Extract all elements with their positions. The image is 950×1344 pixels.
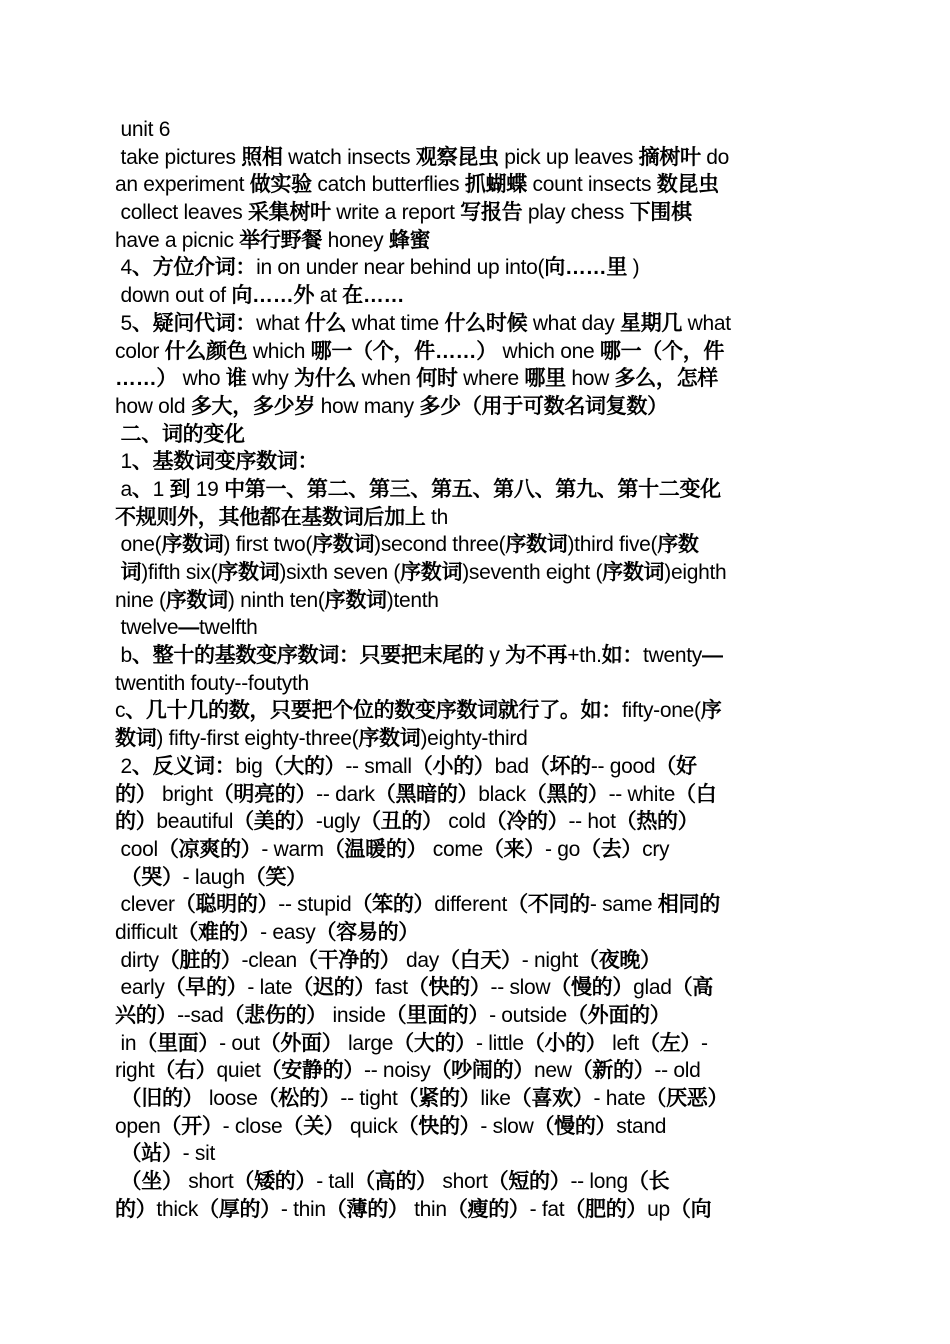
text-line: 的） bright（明亮的）-- dark（黑暗的）black（黑的）-- white（白	[115, 782, 717, 806]
text-line: 兴的）--sad（悲伤的） inside（里面的）- outside（外面的）	[115, 1004, 671, 1027]
text-line: 2、反义词：big（大的）-- small（小的）bad（坏的-- good（好	[115, 754, 697, 778]
text-line: unit 6	[115, 118, 171, 141]
text-line: have a picnic 举行野餐 honey 蜂蜜	[115, 228, 431, 252]
text-line: collect leaves 采集树叶 write a report 写报告 play chess 下围棋	[115, 201, 692, 225]
text-line: difficult（难的）- easy（容易的）	[115, 920, 419, 944]
text-line: right（右）quiet（安静的）-- noisy（吵闹的）new（新的）-- old	[115, 1059, 701, 1083]
text-line: an experiment 做实验 catch butterflies 抓蝴蝶 count insects 数昆虫	[115, 173, 719, 197]
text-line: in（里面）- out（外面） large（大的）- little（小的） left（左）-	[115, 1031, 708, 1055]
text-line: nine (序数词) ninth ten(序数词)tenth	[115, 588, 439, 612]
text-line: 4、方位介词：in on under near behind up into(向……里 )	[115, 256, 640, 280]
text-line: color 什么颜色 which 哪一（个，件……） which one 哪一（个，件	[115, 339, 725, 363]
text-line: 数词) fifty-first eighty-three(序数词)eighty-third	[115, 727, 528, 751]
text-line: 的）thick（厚的）- thin（薄的） thin（瘦的）- fat（肥的）up（向	[115, 1197, 712, 1221]
text-line: twentith fouty--foutyth	[115, 671, 309, 695]
text-line: （站）- sit	[120, 1142, 215, 1166]
text-line: cool（凉爽的）- warm（温暖的） come（来）- go（去）cry	[115, 837, 670, 861]
text-line: a、1 到 19 中第一、第二、第三、第五、第八、第九、第十二变化	[115, 477, 721, 501]
text-line: 5、疑问代词：what 什么 what time 什么时候 what day 星期几 what	[115, 311, 731, 335]
text-line: early（早的）- late（迟的）fast（快的）-- slow（慢的）glad（高	[115, 976, 714, 1000]
text-line: 不规则外，其他都在基数词后加上 th	[115, 505, 448, 529]
text-line: twelve—twelfth	[115, 616, 258, 640]
text-line: b、整十的基数变序数词：只要把末尾的 y 为不再+th.如：twenty—	[115, 644, 723, 668]
document-body	[115, 116, 835, 1224]
text-line: 的）beautiful（美的）-ugly（丑的） cold（冷的）-- hot（热的）	[115, 810, 699, 834]
text-line: （哭）- laugh（笑）	[120, 865, 307, 889]
text-line: （坐） short（矮的）- tall（高的） short（短的）-- long（长	[120, 1170, 670, 1194]
text-line: 词)fifth six(序数词)sixth seven (序数词)seventh eight (序数词)eighth	[120, 561, 727, 584]
text-line: take pictures 照相 watch insects 观察昆虫 pick up leaves 摘树叶 do	[115, 145, 730, 169]
text-line: c、几十几的数，只要把个位的数变序数词就行了。如：fifty-one(序	[115, 699, 722, 723]
text-line: clever（聪明的）-- stupid（笨的）different（不同的- same 相同的	[115, 893, 720, 917]
text-line: （旧的） loose（松的）-- tight（紧的）like（喜欢）- hate（厌恶）	[120, 1087, 729, 1111]
text-line: open（开）- close（关） quick（快的）- slow（慢的）stand	[115, 1114, 667, 1138]
text-line: down out of 向……外 at 在……	[115, 284, 405, 308]
text-line: 二、词的变化	[120, 422, 245, 446]
text-line: ……） who 谁 why 为什么 when 何时 where 哪里 how 多么，怎样	[115, 367, 718, 391]
text-line: 1、基数词变序数词：	[115, 450, 319, 474]
text-line: how old 多大，多少岁 how many 多少（用于可数名词复数）	[115, 394, 668, 418]
text-line: one(序数词) first two(序数词)second three(序数词)third five(序数	[115, 533, 699, 557]
text-line: dirty（脏的）-clean（干净的） day（白天）- night（夜晚）	[115, 948, 661, 972]
